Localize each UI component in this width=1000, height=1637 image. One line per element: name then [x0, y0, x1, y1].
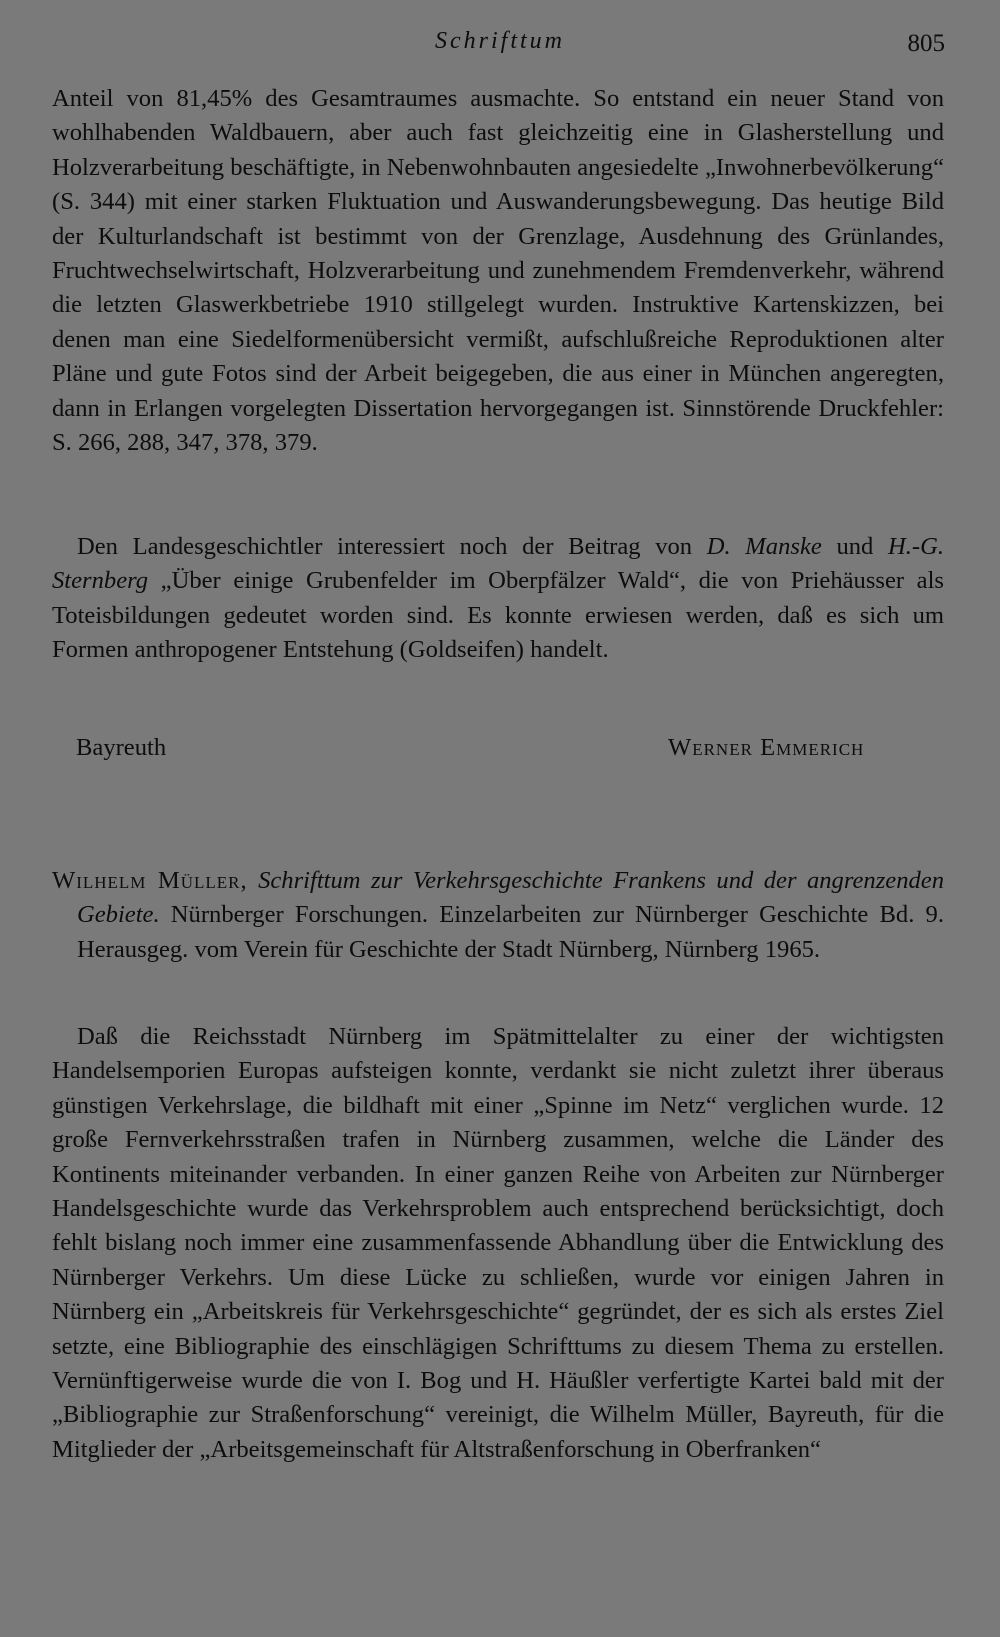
author-name: H.-G. Sternberg: [52, 533, 945, 595]
signature-place: Bayreuth: [76, 734, 167, 761]
bib-title: Schrifttum zur Verkehrsgeschichte Frankens und der angrenzenden Gebiete.: [77, 867, 945, 929]
bibliographic-entry: [52, 864, 944, 967]
page-number: 805: [907, 30, 945, 57]
review2-paragraph-1: Daß die Reichsstadt Nürnberg im Spätmittelalter zu einer der wichtigsten Handelsemporien Europas aufsteigen konnte, verdankt sie nicht zuletzt ihrer überaus günstigen Verkehrslage, die bildhaft mit einer „Spinne im Netz“ verglichen wurde. 12 große Fernverkehrsstraßen trafen in Nürnberg zusammen, welche die Länder des Kontinents miteinander verbanden. In einer ganzen Reihe von Arbeiten zur Nürnberger Handelsgeschichte wurde das Verkehrsproblem auch entsprechend berücksichtigt, doch fehlt bislang noch immer eine zusammenfassende Abhandlung über die Entwicklung des Nürnberger Verkehrs. Um diese Lücke zu schließen, wurde vor einigen Jahren in Nürnberg ein „Arbeitskreis für Verkehrsgeschichte“ gegründet, der es sich als erstes Ziel setzte, eine Bibliographie des einschlägigen Schrifttums zu diesem Thema zu erstellen. Vernünftigerweise wurde die von I. Bog und H. Häußler verfertigte Kartei bald mit der „Bibliographie zur Straßenforschung“ vereinigt, die Wilhelm Müller, Bayreuth, für die Mitglieder der „Arbeitsgemeinschaft für Altstraßenforschung in Oberfranken“: [52, 1023, 944, 1463]
running-header: [0, 28, 1000, 60]
paragraph-text: und: [821, 533, 888, 560]
review1-paragraph-1: Anteil von 81,45% des Gesamtraumes ausmachte. So entstand ein neuer Stand von wohlhabenden Waldbauern, aber auch fast gleichzeitig eine in Glasherstellung und Holzverarbeitung beschäftigte, in Nebenwohnbauten angesiedelte „Inwohnerbevölkerung“ (S. 344) mit einer starken Fluktuation und Auswanderungsbewegung. Das heutige Bild der Kulturlandschaft ist bestimmt von der Grenzlage, Ausdehnung des Grünlandes, Fruchtwechselwirtschaft, Holzverarbeitung und zunehmendem Fremdenverkehr, während die letzten Glaswerkbetriebe 1910 stillgelegt wurden. Instruktive Kartenskizzen, bei denen man eine Siedelformenübersicht vermißt, aufschlußreiche Reproduktionen alter Pläne und gute Fotos sind der Arbeit beigegeben, die aus einer in München angeregten, dann in Erlangen vorgelegten Dissertation hervorgegangen ist. Sinnstörende Druckfehler: S. 266, 288, 347, 378, 379.: [52, 85, 944, 457]
review1-paragraph-2: [52, 530, 944, 668]
running-title: Schrifttum: [435, 28, 565, 54]
paragraph-text: „Über einige Grubenfelder im Oberpfälzer Wald“, die von Priehäusser als Toteisbildungen gedeutet worden sind. Es konnte erwiesen werden, daß es sich um Formen anthropogener Entstehung (Goldseifen) handelt.: [52, 567, 944, 664]
bib-author: Wilhelm Müller,: [52, 867, 248, 894]
signature-author: Werner Emmerich: [668, 734, 865, 761]
author-name: D. Manske: [706, 533, 822, 560]
bib-details: Nürnberger Forschungen. Einzelarbeiten zur Nürnberger Geschichte Bd. 9. Herausgeg. vom Verein für Geschichte der Stadt Nürnberg, Nürnberg 1965.: [77, 901, 944, 963]
paragraph-text: Den Landesgeschichtler interessiert noch der Beitrag von: [77, 533, 707, 560]
